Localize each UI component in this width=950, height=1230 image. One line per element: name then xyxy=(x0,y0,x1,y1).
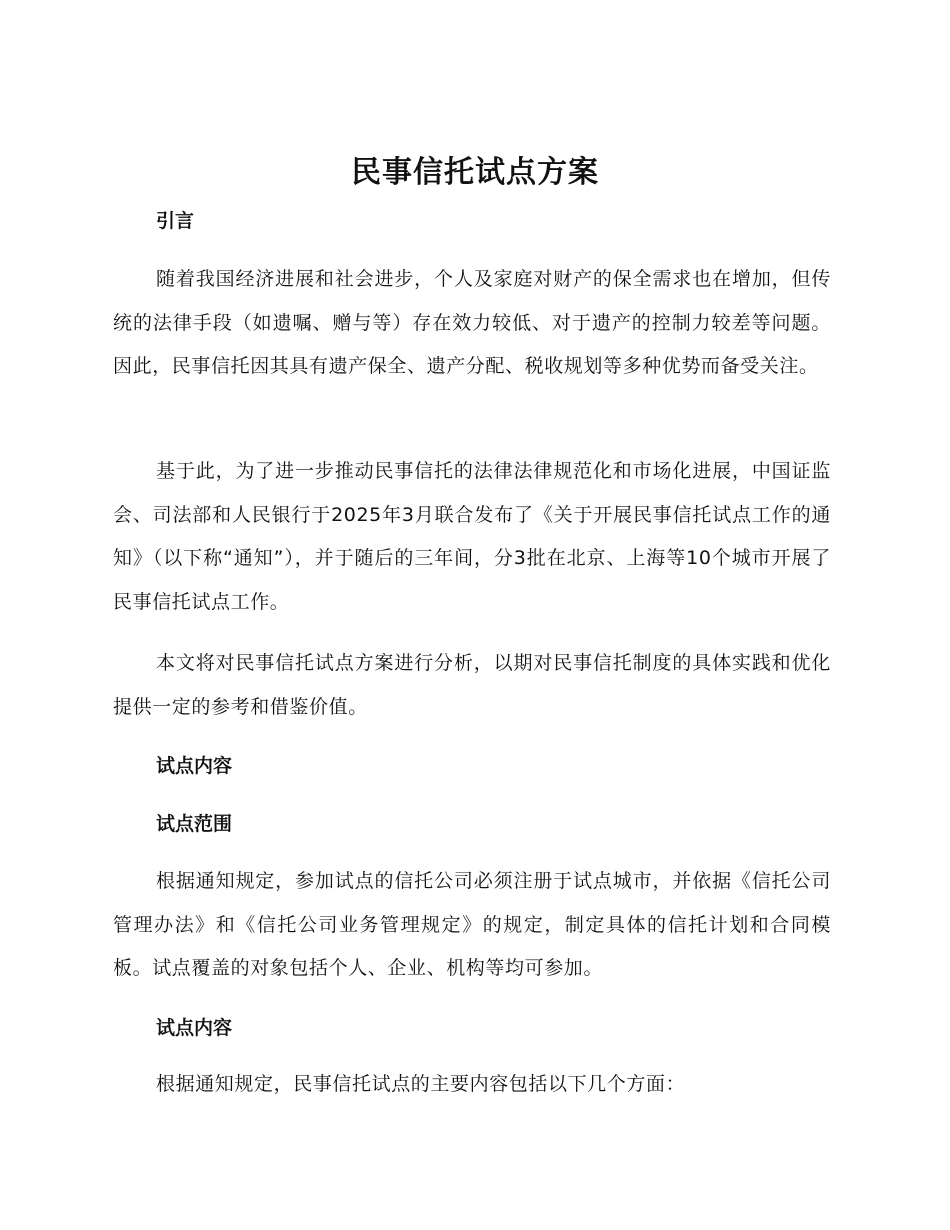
paragraph-intro-2: 基于此，为了进一步推动民事信托的法律法律规范化和市场化进展，中国证监会、司法部和人民银行于2025年3月联合发布了《关于开展民事信托试点工作的通知》（以下称“通知”），并于随后的三年间，分3批在北京、上海等10个城市开展了民事信托试点工作。 xyxy=(113,460,831,613)
paragraph-intro-1: 随着我国经济进展和社会进步，个人及家庭对财产的保全需求也在增加，但传统的法律手段（如遗嘱、赠与等）存在效力较低、对于遗产的控制力较差等问题。因此，民事信托因其具有遗产保全、遗产分配、税收规划等多种优势而备受关注。 xyxy=(113,268,831,377)
paragraph-content-1: 根据通知规定，民事信托试点的主要内容包括以下几个方面： xyxy=(156,1073,686,1095)
paragraph-intro-3: 本文将对民事信托试点方案进行分析，以期对民事信托制度的具体实践和优化提供一定的参考和借鉴价值。 xyxy=(113,652,831,718)
subheading-pilot-content: 试点内容 xyxy=(156,1017,233,1039)
document-title: 民事信托试点方案 xyxy=(351,155,599,190)
paragraph-scope-1: 根据通知规定，参加试点的信托公司必须注册于试点城市，并依据《信托公司管理办法》和《信托公司业务管理规定》的规定，制定具体的信托计划和合同模板。试点覆盖的对象包括个人、企业、机构等均可参加。 xyxy=(113,870,831,979)
heading-pilot-content: 试点内容 xyxy=(156,755,233,777)
heading-intro: 引言 xyxy=(156,210,195,232)
heading-pilot-scope: 试点范围 xyxy=(156,813,233,835)
